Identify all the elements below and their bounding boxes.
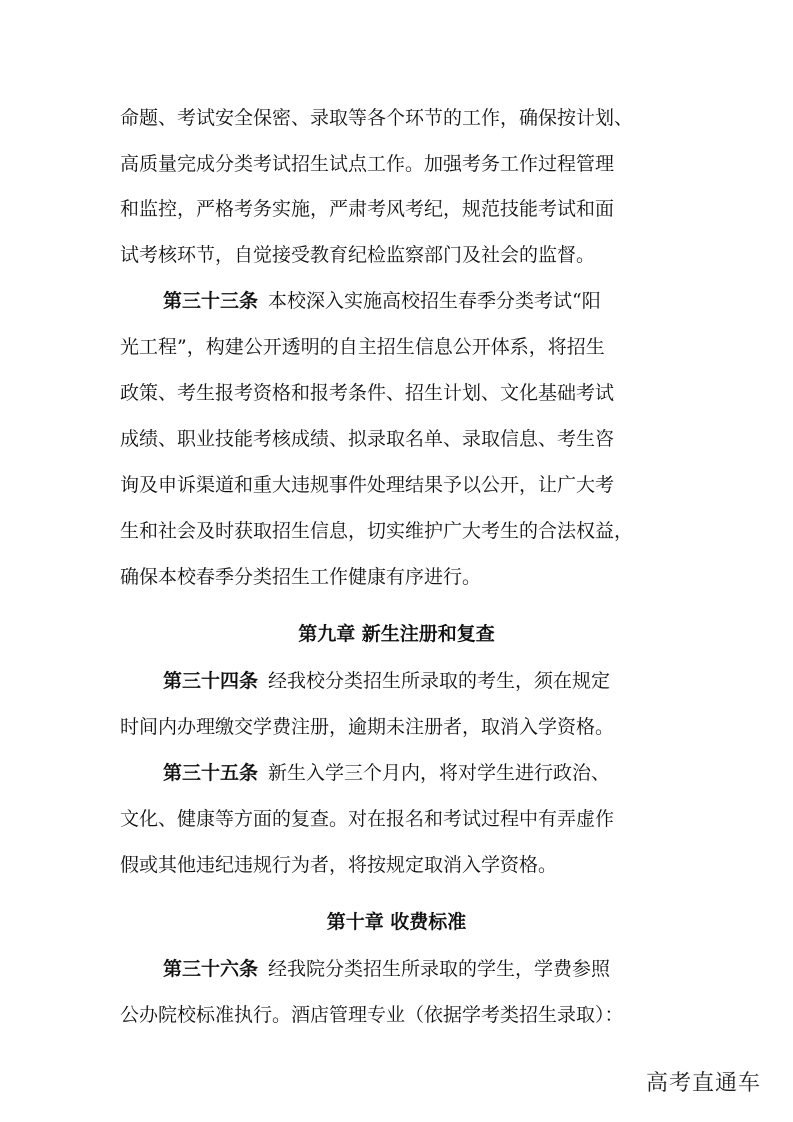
article-35-line: 文化、健康等方面的复查。对在报名和考试过程中有弄虚作 [120,808,615,830]
paragraph-line: 命题、考试安全保密、录取等各个环节的工作，确保按计划、 [120,107,634,129]
article-36-title: 第三十六条 [163,958,259,980]
article-33-line: 政策、考生报考资格和报考条件、招生计划、文化基础考试 [120,382,615,404]
article-34-title: 第三十四条 [163,670,259,692]
article-36-first-line [120,954,723,981]
chapter-9-heading: 第九章 新生注册和复查 [298,623,495,645]
article-33-text: 本校深入实施高校招生春季分类考试“阳 [268,290,601,312]
article-35-line: 假或其他违纪违规行为者，将按规定取消入学资格。 [120,854,558,876]
article-33-line: 光工程”，构建公开透明的自主招生信息公开体系，将招生 [120,336,605,358]
article-33-line: 确保本校春季分类招生工作健康有序进行。 [120,566,482,588]
article-35-title: 第三十五条 [163,762,259,784]
article-36-text: 经我院分类招生所录取的学生，学费参照 [268,958,611,980]
article-34-text: 经我校分类招生所录取的考生，须在规定 [268,670,611,692]
article-34-line: 时间内办理缴交学费注册，逾期未注册者，取消入学资格。 [120,716,615,738]
article-33-line: 成绩、职业技能考核成绩、拟录取名单、录取信息、考生咨 [120,428,615,450]
paragraph-line: 试考核环节，自觉接受教育纪检监察部门及社会的监督。 [120,244,596,266]
article-36-line: 公办院校标准执行。酒店管理专业（依据学考类招生录取）： [120,1004,624,1026]
article-35-first-line [120,758,723,785]
paragraph-line: 和监控，严格考务实施，严肃考风考纪，规范技能考试和面 [120,198,615,220]
chapter-10-heading: 第十章 收费标准 [326,911,467,933]
article-33-line: 生和社会及时获取招生信息，切实维护广大考生的合法权益， [120,520,634,542]
article-33-first-line [120,286,723,313]
article-35-text: 新生入学三个月内，将对学生进行政治、 [268,762,611,784]
article-33-title: 第三十三条 [163,290,259,312]
paragraph-line: 高质量完成分类考试招生试点工作。加强考务工作过程管理 [120,153,615,175]
article-34-first-line [120,666,723,693]
watermark: 高考直通车 [645,1071,761,1096]
article-33-line: 询及申诉渠道和重大违规事件处理结果予以公开，让广大考 [120,474,615,496]
